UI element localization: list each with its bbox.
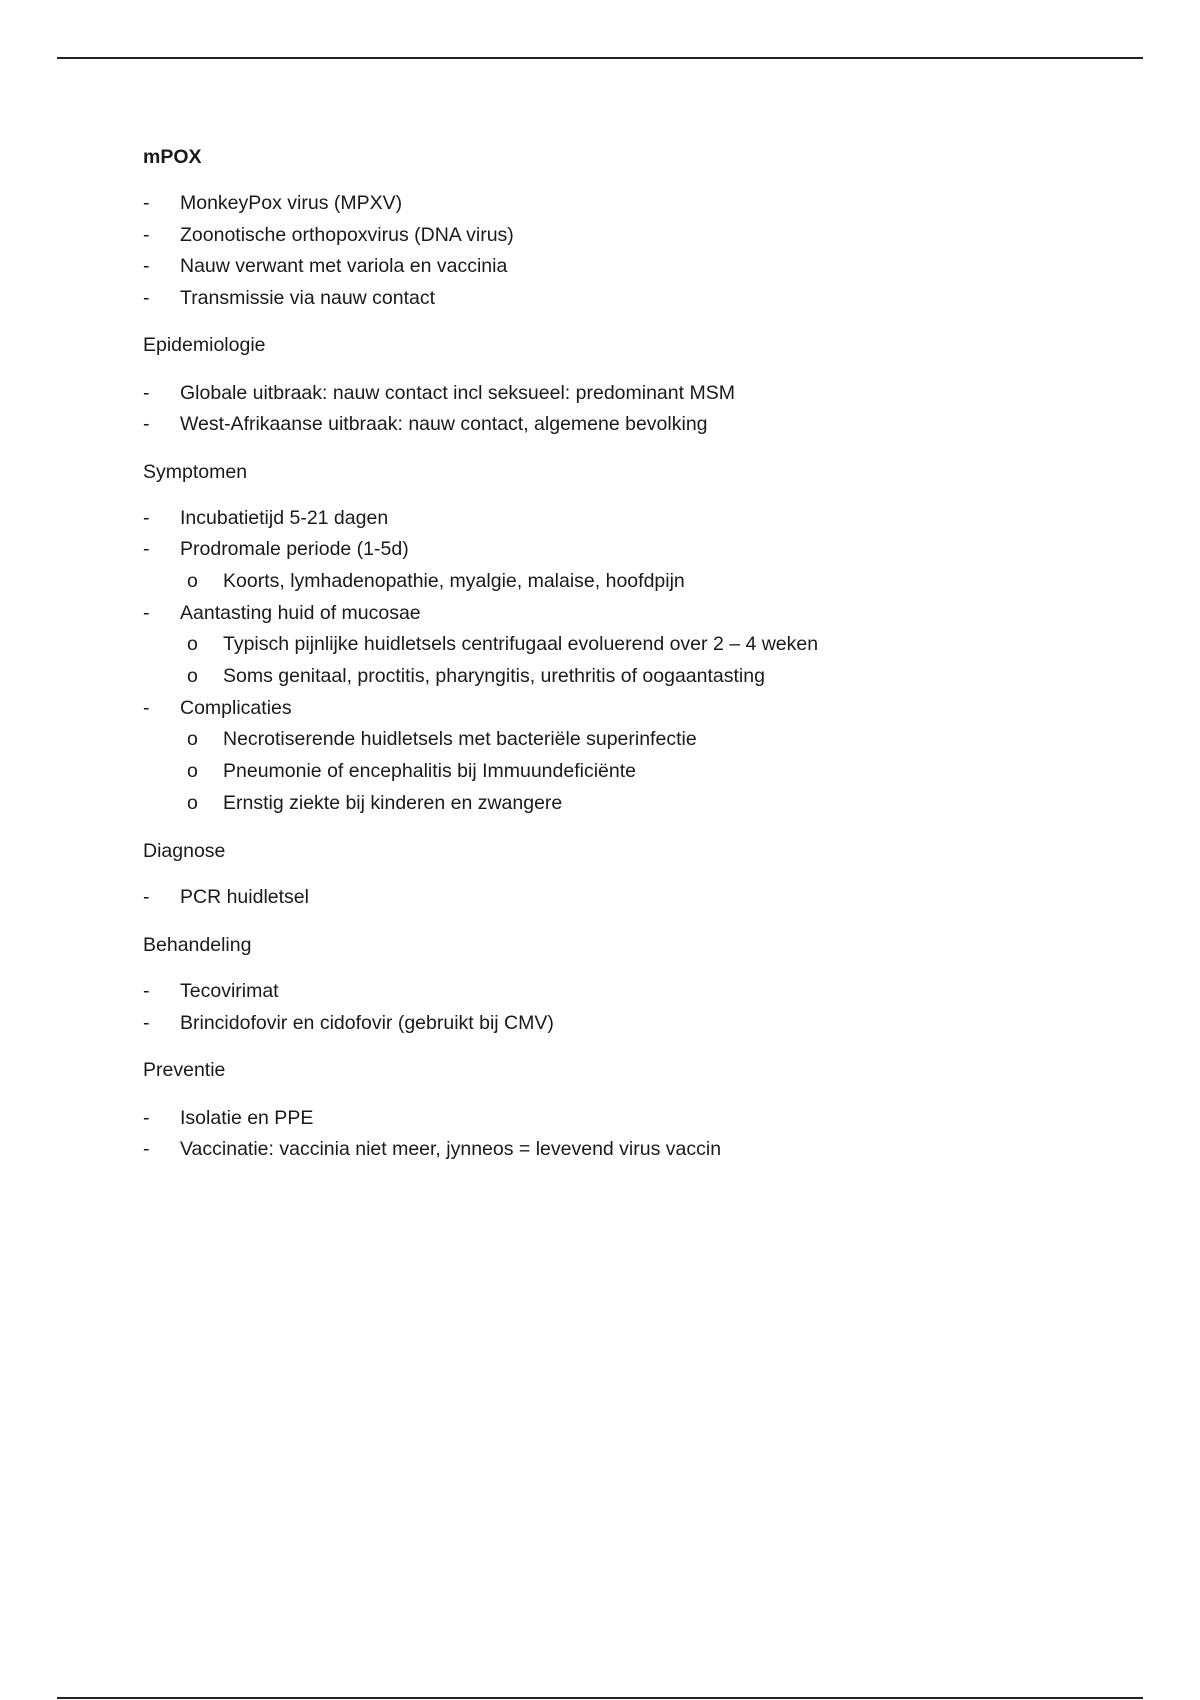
footer-rule (57, 1697, 1143, 1699)
section-heading-epidemiologie: Epidemiologie (143, 334, 266, 356)
section-heading-preventie: Preventie (143, 1059, 226, 1081)
header-rule (57, 57, 1143, 59)
section-heading-symptomen: Symptomen (143, 461, 248, 483)
section-heading-behandeling: Behandeling (143, 934, 252, 956)
document-title: mPOX (143, 146, 202, 168)
section-heading-diagnose: Diagnose (143, 840, 226, 862)
